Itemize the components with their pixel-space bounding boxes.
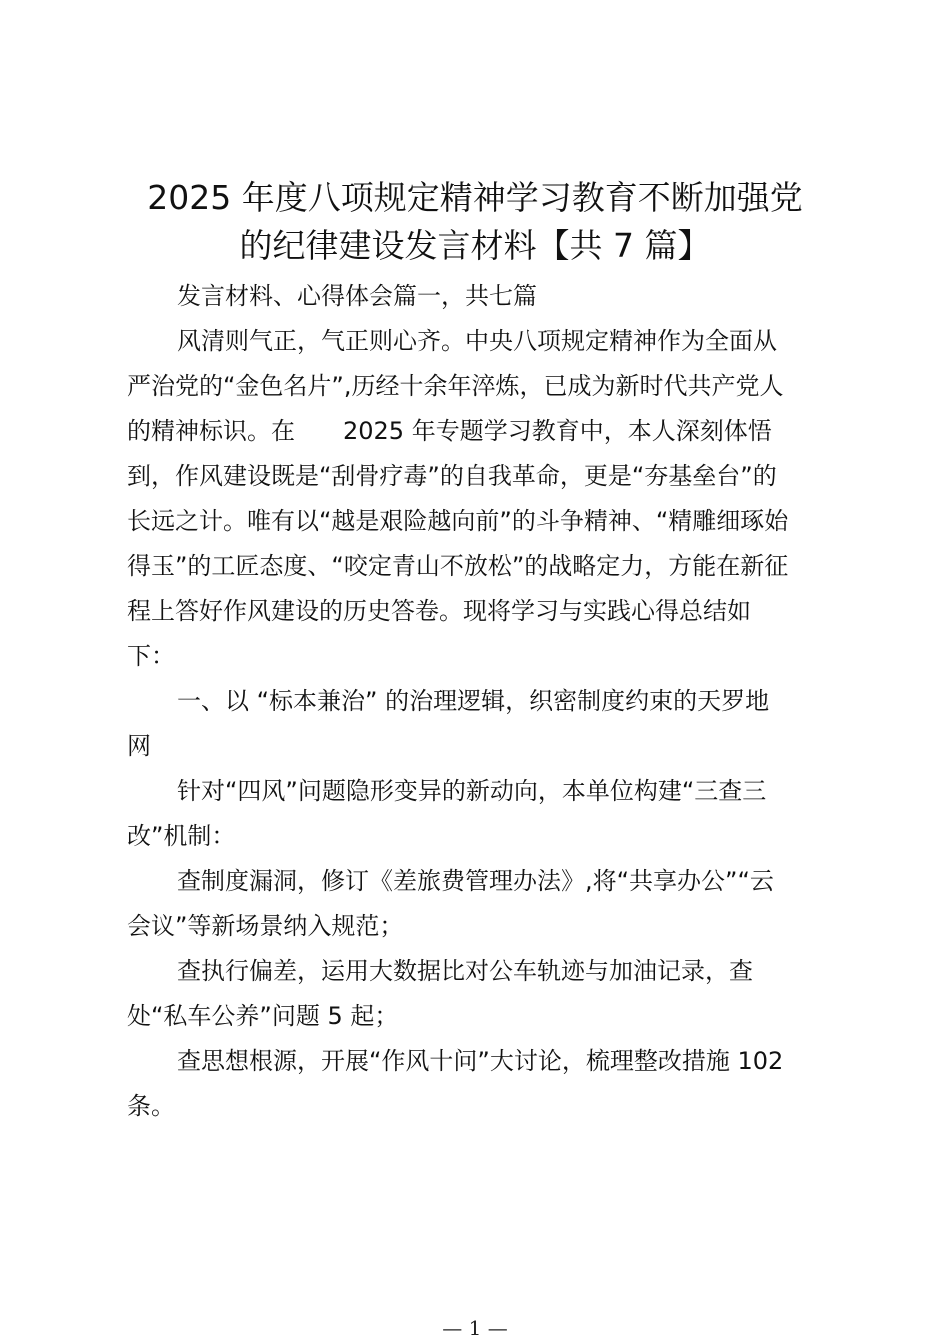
paragraph-line: 风清则气正，气正则心齐。中央八项规定精神作为全面从 bbox=[177, 327, 777, 355]
paragraph-line: 查思想根源，开展“作风十问”大讨论，梳理整改措施 102 bbox=[177, 1047, 784, 1075]
paragraph-line: 改”机制： bbox=[127, 822, 236, 850]
subtitle-line: 发言材料、心得体会篇一，共七篇 bbox=[177, 282, 537, 310]
paragraph-line: 查执行偏差，运用大数据比对公车轨迹与加油记录，查 bbox=[177, 957, 753, 985]
paragraph-line: 查制度漏洞，修订《差旅费管理办法》,将“共享办公”“云 bbox=[177, 867, 774, 895]
page-number: — 1 — bbox=[442, 1316, 508, 1340]
paragraph-line: 条。 bbox=[127, 1092, 175, 1120]
paragraph-line: 到，作风建设既是“刮骨疗毒”的自我革命，更是“夯基垒台”的 bbox=[127, 462, 777, 490]
paragraph-line: 下： bbox=[127, 642, 175, 670]
paragraph-line: 针对“四风”问题隐形变异的新动向，本单位构建“三查三 bbox=[177, 777, 767, 805]
section-heading-line: 网 bbox=[127, 732, 151, 760]
paragraph-line: 会议”等新场景纳入规范； bbox=[127, 912, 404, 940]
paragraph-line: 长远之计。唯有以“越是艰险越向前”的斗争精神、“精雕细琢始 bbox=[127, 507, 789, 535]
document-title-line-2: 的纪律建设发言材料【共 7 篇】 bbox=[239, 226, 711, 265]
paragraph-line: 的精神标识。在 2025 年专题学习教育中，本人深刻体悟 bbox=[127, 417, 772, 445]
section-heading-line: 一、以 “标本兼治” 的治理逻辑，织密制度约束的天罗地 bbox=[177, 687, 770, 715]
paragraph-line: 处“私车公养”问题 5 起； bbox=[127, 1002, 399, 1030]
document-title-line-1: 2025 年度八项规定精神学习教育不断加强党 bbox=[147, 178, 803, 217]
paragraph-line: 得玉”的工匠态度、“咬定青山不放松”的战略定力，方能在新征 bbox=[127, 552, 789, 580]
paragraph-line: 严治党的“金色名片”,历经十余年淬炼，已成为新时代共产党人 bbox=[127, 372, 784, 400]
paragraph-line: 程上答好作风建设的历史答卷。现将学习与实践心得总结如 bbox=[127, 597, 751, 625]
